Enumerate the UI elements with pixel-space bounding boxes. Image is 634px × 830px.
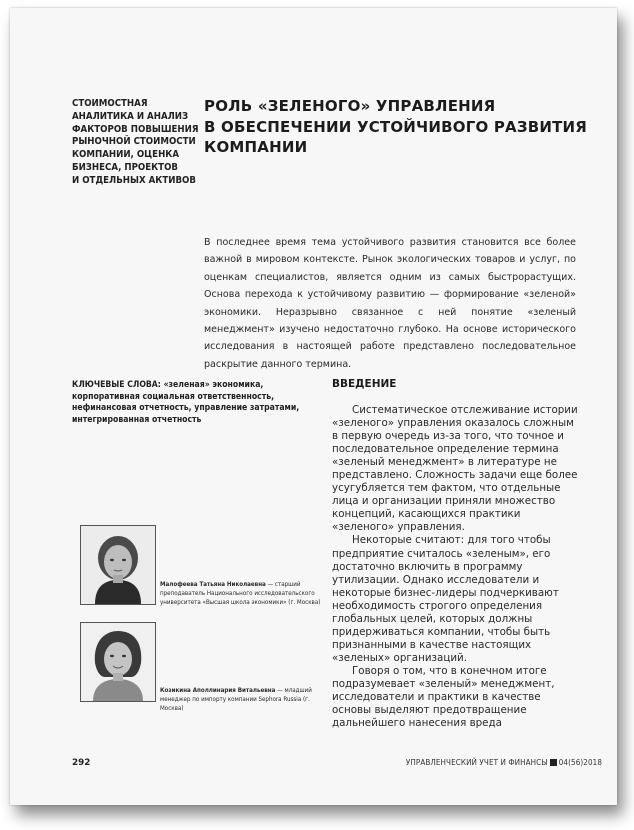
- rubric: [72, 98, 200, 188]
- article-title: [204, 96, 604, 158]
- page-number: 292: [72, 758, 91, 768]
- journal-footer: [406, 758, 602, 767]
- rubric-line: КОМПАНИИ, ОЦЕНКА: [72, 149, 180, 161]
- rubric-line: АНАЛИТИКА И АНАЛИЗ: [72, 110, 189, 122]
- journal-name: УПРАВЛЕНЧЕСКИЙ УЧЕТ И ФИНАНСЫ: [405, 758, 548, 767]
- author-photo: [80, 622, 156, 702]
- keywords-text: «зеленая» экономика, корпоративная социальная ответственность, нефинансовая отчетность, управление затратами, интегрированная отчетность: [72, 380, 300, 425]
- keywords: [72, 380, 322, 426]
- portrait-image: [81, 526, 155, 604]
- intro-heading: ВВЕДЕНИЕ: [332, 378, 397, 390]
- author-bio: [160, 580, 330, 608]
- abstract: В последнее время тема устойчивого развития становится все более важной в мировом контексте. Рынок экологических товаров и услуг, по оценкам специалистов, является одним из самых быстрорастущих. Основа перехода к устойчивому развитию — формирование «зеленой» экономики. Неразрывно связанное с ней понятие «зеленый менеджмент» изучено недостаточно глубоко. На основе исторического исследования в настоящей работе представлено последовательное раскрытие данного термина.: [204, 237, 576, 370]
- paragraph: Систематическое отслеживание истории «зеленого» управления оказалось сложным в первую очередь из-за того, что точное и последовательное определение термина «зеленый менеджмент» в литературе не представлено. Сложность задачи еще более усугубляется тем фактом, что отдельные лица и организации приняли множество концепций, касающихся практики «зеленого» управления.: [332, 404, 578, 534]
- rubric-line: РЫНОЧНОЙ СТОИМОСТИ: [72, 136, 196, 148]
- paragraph: Некоторые считают: для того чтобы предприятие считалось «зеленым», его достаточно включить в программу утилизации. Однако исследователи и некоторые бизнес-лидеры подчеркивают необходимость строгого определения глобальных целей, которых должны придерживаться компании, чтобы быть признанными в качестве настоящих «зеленых» организаций.: [332, 534, 559, 664]
- title-line: РОЛЬ «ЗЕЛЕНОГО» УПРАВЛЕНИЯ: [204, 97, 496, 115]
- issue-number: 04(56)2018: [558, 758, 602, 767]
- author-desc: — старший преподаватель Национального исследовательского университета «Высшая школа экономики» (г. Москва): [160, 581, 321, 607]
- intro-body: [332, 404, 580, 730]
- rubric-line: БИЗНЕСА, ПРОЕКТОВ: [72, 161, 178, 173]
- rubric-line: И ОТДЕЛЬНЫХ АКТИВОВ: [72, 174, 196, 186]
- author-bio: [160, 686, 330, 714]
- title-line: КОМПАНИИ: [204, 138, 308, 156]
- paragraph: Говоря о том, что в конечном итоге подразумевает «зеленый» менеджмент, исследователи и практики в качестве основы выделяют предотвращение дальнейшего нанесения вреда: [332, 664, 555, 730]
- author-desc: — младший менеджер по импорту компании Sephora Russia (г. Москва): [160, 687, 312, 713]
- rubric-line: ФАКТОРОВ ПОВЫШЕНИЯ: [72, 123, 199, 135]
- author-photo: [80, 525, 156, 605]
- title-line: В ОБЕСПЕЧЕНИИ УСТОЙЧИВОГО РАЗВИТИЯ: [204, 117, 588, 136]
- square-bullet-icon: [550, 759, 557, 766]
- author-name: Козикина Аполлинария Витальевна: [160, 687, 276, 694]
- rubric-line: СТОИМОСТНАЯ: [72, 98, 148, 109]
- portrait-image: [81, 623, 155, 701]
- author-name: Малофеева Татьяна Николаевна: [160, 581, 266, 588]
- keywords-label: КЛЮЧЕВЫЕ СЛОВА:: [72, 380, 161, 390]
